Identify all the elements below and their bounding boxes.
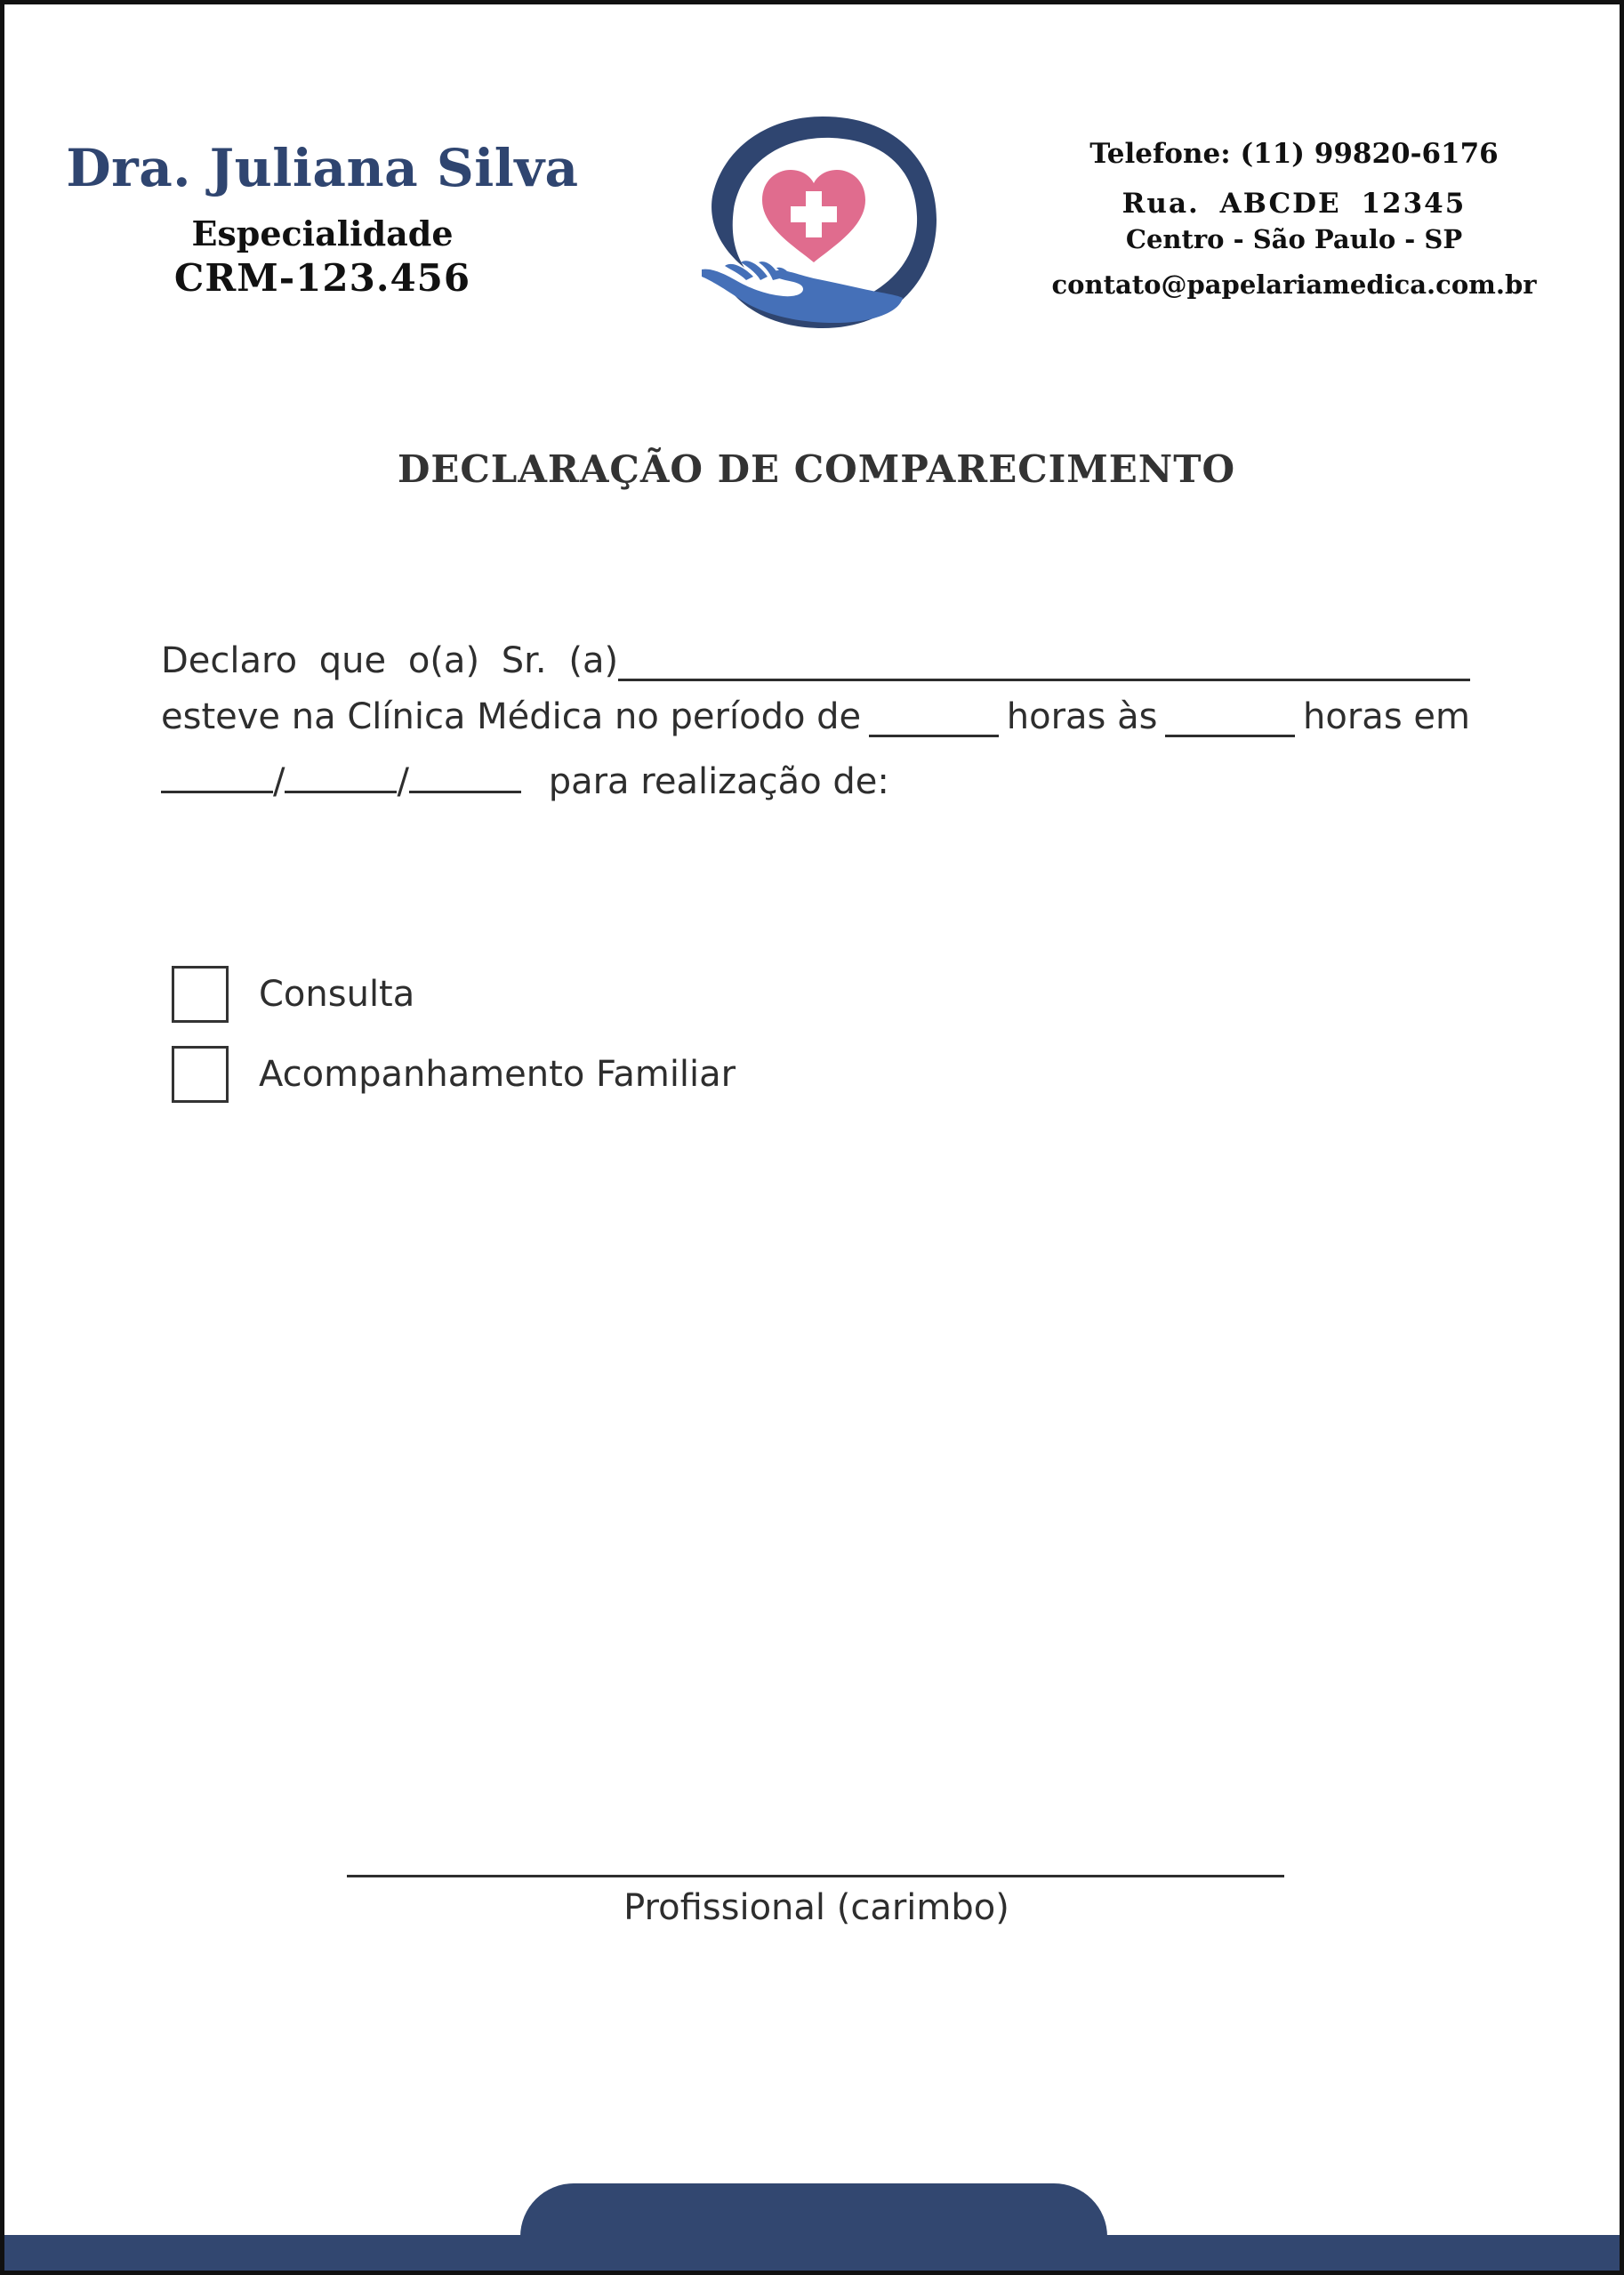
contact-phone: Telefone: (11) 99820-6176	[1089, 138, 1499, 170]
date-month-field[interactable]	[285, 750, 397, 793]
contact-email: contato@papelariamedica.com.br	[1051, 269, 1537, 300]
declaration-text-3: para realização de:	[548, 761, 889, 802]
document-title: DECLARAÇÃO DE COMPARECIMENTO	[397, 447, 1236, 491]
declaration-line-2	[161, 694, 1470, 737]
declaration-text-1: Declaro que o(a) Sr. (a)	[161, 640, 619, 681]
date-separator: /	[397, 761, 409, 802]
start-time-field[interactable]	[869, 694, 999, 737]
end-time-field[interactable]	[1165, 694, 1295, 737]
signature-line[interactable]	[347, 1875, 1284, 1877]
declaration-text-2c: horas em	[1303, 696, 1470, 737]
doctor-crm: CRM-123.456	[173, 256, 471, 300]
date-year-field[interactable]	[409, 750, 521, 793]
signature-label: Profissional (carimbo)	[623, 1887, 1009, 1928]
date-separator: /	[273, 761, 285, 802]
heart-cross-hand-icon	[689, 111, 943, 334]
doctor-specialty: Especialidade	[191, 213, 454, 253]
footer-bar	[4, 2235, 1620, 2271]
declaration-text-2b: horas às	[1006, 696, 1158, 737]
declaration-text-2a: esteve na Clínica Médica no período de	[161, 696, 862, 737]
option-consulta[interactable]	[172, 966, 414, 1023]
date-day-field[interactable]	[161, 750, 273, 793]
declaration-line-3	[161, 750, 889, 802]
contact-street: Rua. ABCDE 12345	[1122, 188, 1467, 220]
acompanhamento-checkbox[interactable]	[172, 1046, 229, 1103]
option-acompanhamento[interactable]	[172, 1046, 736, 1103]
doctor-name: Dra. Juliana Silva	[66, 138, 579, 198]
consulta-checkbox[interactable]	[172, 966, 229, 1023]
consulta-label: Consulta	[259, 974, 415, 1015]
patient-name-field[interactable]	[618, 638, 1470, 681]
contact-city: Centro - São Paulo - SP	[1125, 224, 1463, 254]
acompanhamento-label: Acompanhamento Familiar	[259, 1054, 736, 1095]
declaration-line-1	[161, 638, 1470, 681]
